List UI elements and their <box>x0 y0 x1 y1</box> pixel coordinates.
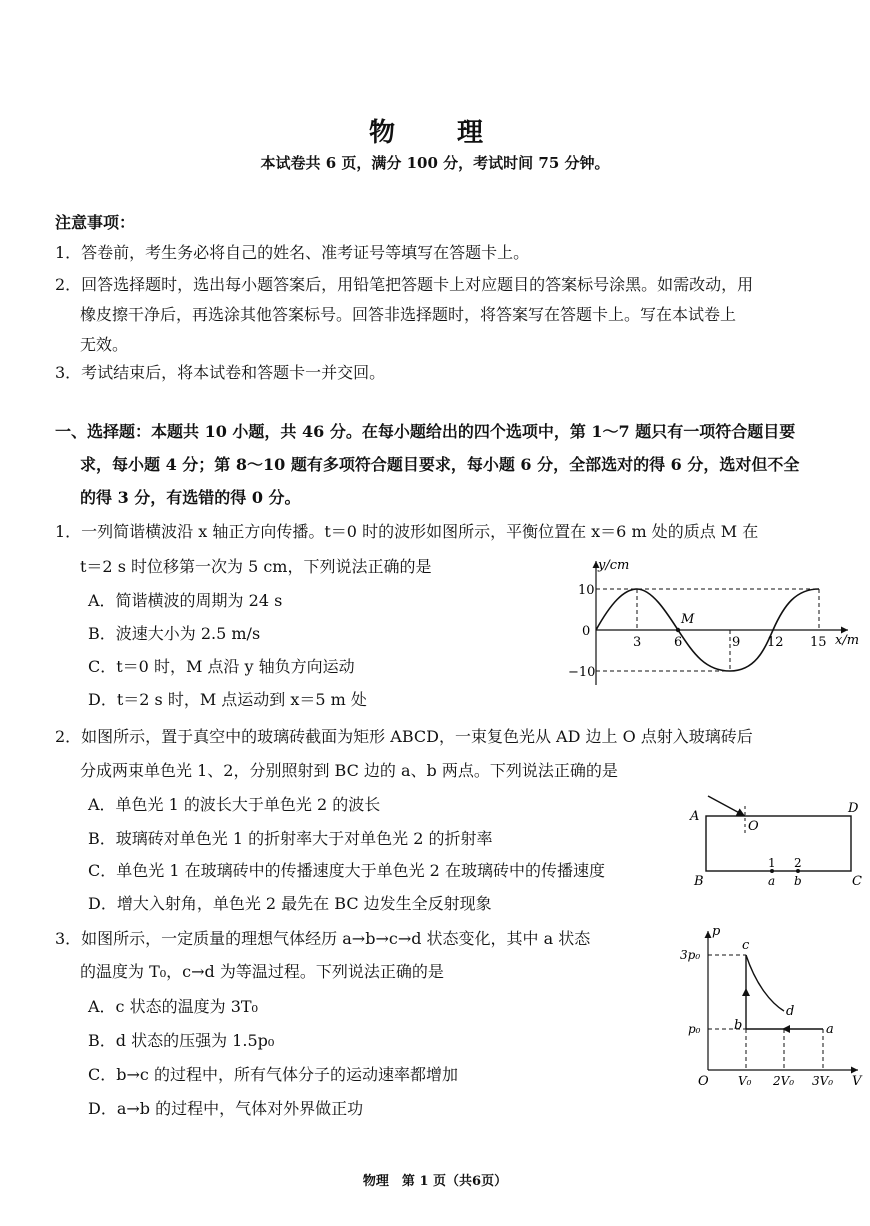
svg-text:V₀: V₀ <box>738 1074 752 1088</box>
notice-heading: 注意事项： <box>55 213 136 232</box>
page-title: 物 理 <box>368 118 501 148</box>
q3-option-b: B．d 状态的压强为 1.5p₀ <box>88 1031 275 1050</box>
section-instructions-3: 的得 3 分，有选错的得 0 分。 <box>80 488 301 507</box>
q1-ylabel: y/cm <box>598 558 630 573</box>
q1-stem-line-2: t＝2 s 时位移第一次为 5 cm，下列说法正确的是 <box>80 557 432 576</box>
svg-text:C: C <box>852 874 862 889</box>
q1-m-label: M <box>681 612 695 627</box>
svg-text:1: 1 <box>768 856 776 870</box>
q1-wave-graph <box>560 555 865 690</box>
svg-text:3V₀: 3V₀ <box>812 1074 834 1088</box>
q2-option-b: B．玻璃砖对单色光 1 的折射率大于对单色光 2 的折射率 <box>88 829 493 848</box>
q1-ytick-top: 10 <box>578 583 595 598</box>
svg-text:O: O <box>748 819 759 834</box>
svg-text:2: 2 <box>794 856 802 870</box>
q1-xtick-3: 3 <box>633 635 642 650</box>
q1-option-d: D．t＝2 s 时，M 点运动到 x＝5 m 处 <box>88 690 367 709</box>
notice-item-2: 2．回答选择题时，选出每小题答案后，用铅笔把答题卡上对应题目的答案标号涂黑。如需改动，用 <box>55 275 754 294</box>
svg-text:p: p <box>712 925 721 939</box>
svg-text:D: D <box>848 801 859 816</box>
section-instructions-1: 一、选择题：本题共 10 小题，共 46 分。在每小题给出的四个选项中，第 1～7 题只有一项符合题目要 <box>55 422 796 441</box>
svg-text:d: d <box>786 1004 795 1019</box>
q2-option-a: A．单色光 1 的波长大于单色光 2 的波长 <box>88 795 381 814</box>
q1-option-b: B．波速大小为 2.5 m/s <box>88 624 261 643</box>
q2-option-d: D．增大入射角，单色光 2 最先在 BC 边发生全反射现象 <box>88 894 492 913</box>
q1-xlabel: x/m <box>835 633 860 648</box>
q3-stem-line-2: 的温度为 T₀，c→d 为等温过程。下列说法正确的是 <box>80 962 444 981</box>
notice-item-3: 3．考试结束后，将本试卷和答题卡一并交回。 <box>55 363 386 382</box>
svg-text:3p₀: 3p₀ <box>680 948 701 962</box>
notice-item-1: 1．答卷前，考生务必将自己的姓名、准考证号等填写在答题卡上。 <box>55 243 530 262</box>
q1-stem-line-1: 1．一列简谐横波沿 x 轴正方向传播。t＝0 时的波形如图所示，平衡位置在 x＝6 m 处的质点 M 在 <box>55 522 759 541</box>
svg-text:O: O <box>698 1074 709 1089</box>
notice-item-2-cont: 橡皮擦干净后，再选涂其他答案标号。回答非选择题时，将答案写在答题卡上。写在本试卷上 <box>80 305 737 324</box>
q1-xtick-9: 9 <box>732 635 741 650</box>
svg-text:2V₀: 2V₀ <box>773 1074 795 1088</box>
page-footer: 物理 第 1 页（共6页） <box>362 1174 508 1189</box>
q3-pv-diagram <box>676 925 866 1090</box>
svg-text:V: V <box>852 1074 862 1089</box>
notice-item-2-end: 无效。 <box>80 335 129 354</box>
svg-text:A: A <box>690 809 700 824</box>
exam-info: 本试卷共 6 页，满分 100 分，考试时间 75 分钟。 <box>260 154 610 172</box>
svg-text:c: c <box>742 938 750 953</box>
q3-stem-line-1: 3．如图所示，一定质量的理想气体经历 a→b→c→d 状态变化，其中 a 状态 <box>55 929 591 948</box>
q1-option-c: C．t＝0 时，M 点沿 y 轴负方向运动 <box>88 657 355 676</box>
q1-ytick-bottom: −10 <box>568 665 596 680</box>
q2-glass-brick-figure <box>682 790 867 895</box>
q1-xtick-12: 12 <box>767 635 784 650</box>
q3-path-cd <box>746 955 784 1011</box>
q3-option-a: A．c 状态的温度为 3T₀ <box>88 997 258 1016</box>
q2-incident-ray <box>708 796 745 816</box>
q3-option-d: D．a→b 的过程中，气体对外界做正功 <box>88 1099 364 1118</box>
svg-text:a: a <box>826 1022 834 1037</box>
q1-point-m <box>676 628 680 632</box>
q2-rectangle <box>706 816 851 871</box>
svg-text:p₀: p₀ <box>688 1022 701 1036</box>
q3-option-c: C．b→c 的过程中，所有气体分子的运动速率都增加 <box>88 1065 458 1084</box>
q1-xtick-15: 15 <box>810 635 827 650</box>
svg-text:a: a <box>768 874 776 888</box>
svg-text:b: b <box>734 1018 743 1033</box>
svg-text:b: b <box>794 874 802 888</box>
section-instructions-2: 求，每小题 4 分；第 8～10 题有多项符合题目要求，每小题 6 分，全部选对的得 6 分，选对但不全 <box>80 455 800 474</box>
q2-stem-line-1: 2．如图所示，置于真空中的玻璃砖截面为矩形 ABCD，一束复色光从 AD 边上 O 点射入玻璃砖后 <box>55 727 753 746</box>
q1-origin: 0 <box>582 624 591 639</box>
q1-xtick-6: 6 <box>674 635 683 650</box>
q2-stem-line-2: 分成两束单色光 1、2，分别照射到 BC 边的 a、b 两点。下列说法正确的是 <box>80 761 618 780</box>
q2-option-c: C．单色光 1 在玻璃砖中的传播速度大于单色光 2 在玻璃砖中的传播速度 <box>88 861 605 880</box>
svg-text:B: B <box>694 874 704 889</box>
q1-option-a: A．简谐横波的周期为 24 s <box>88 591 283 610</box>
